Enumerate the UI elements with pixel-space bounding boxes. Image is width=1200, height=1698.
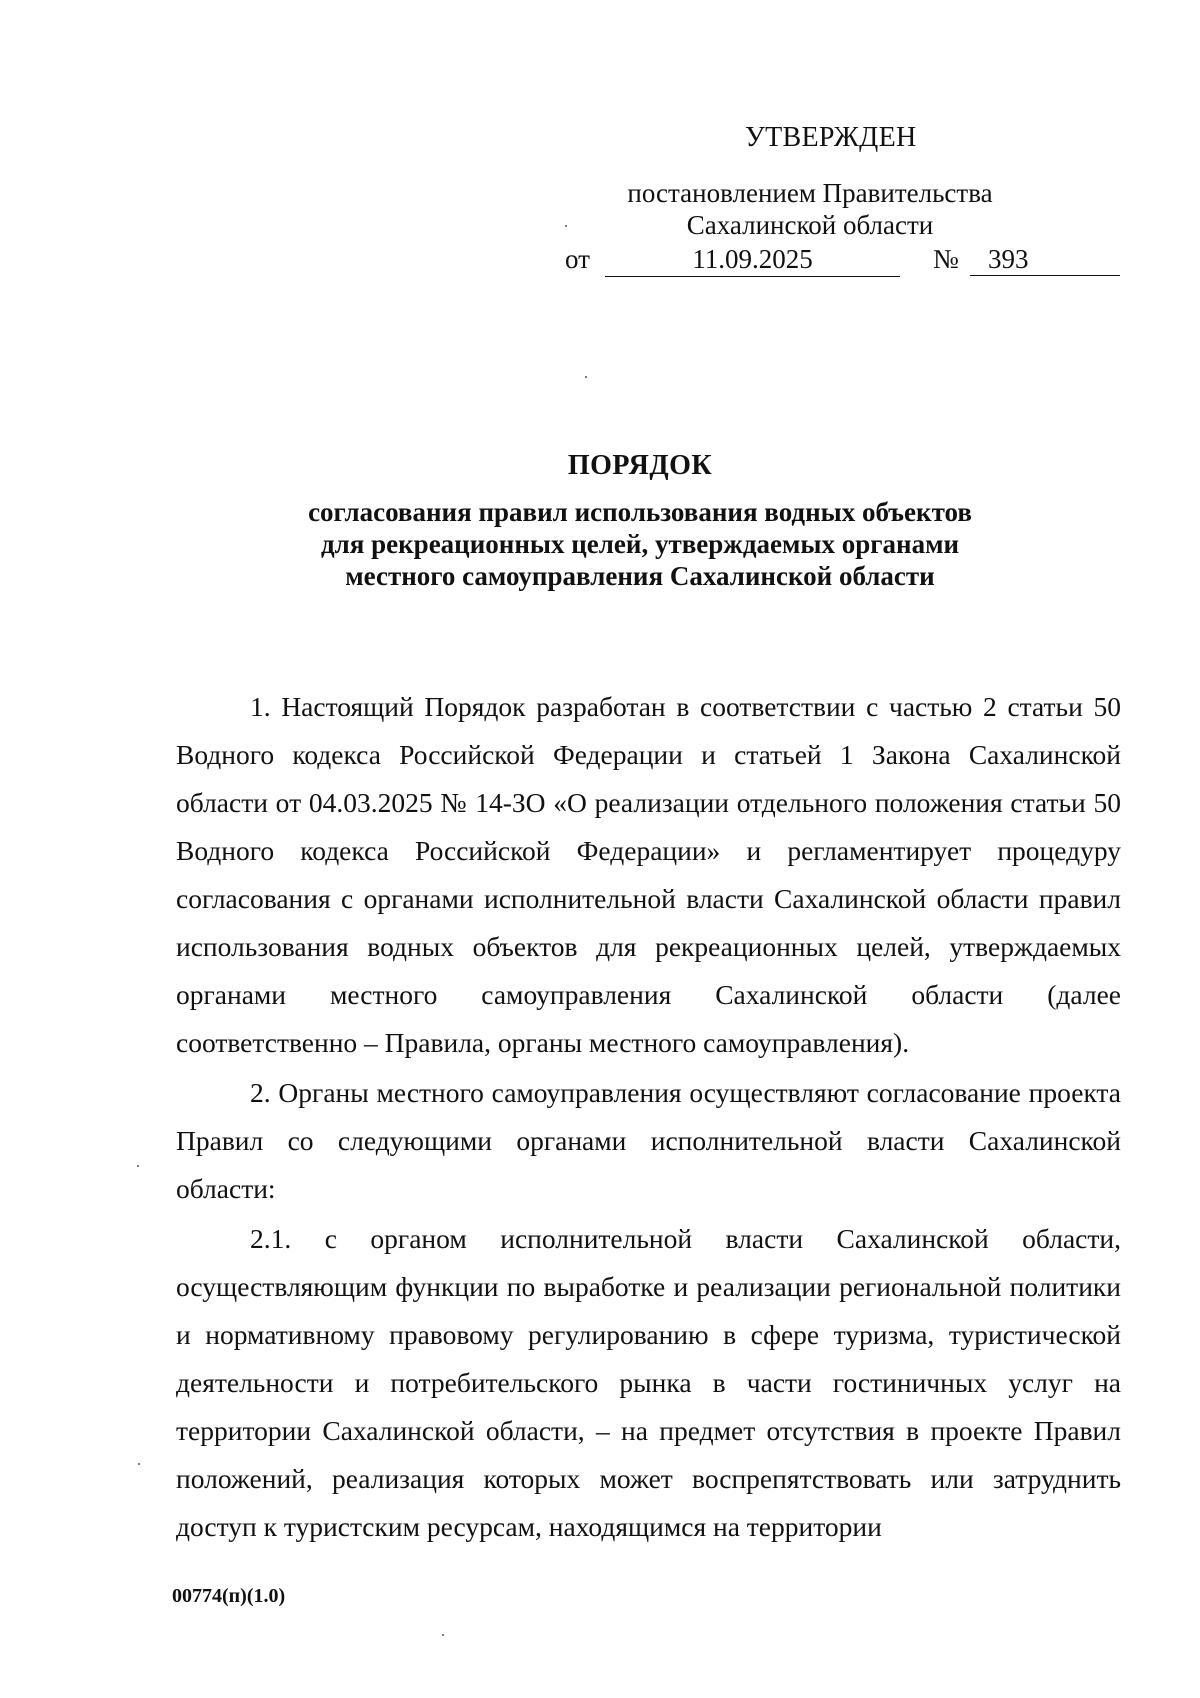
approval-line-1: постановлением Правительства: [627, 178, 993, 208]
approval-line-2: Сахалинской области: [686, 210, 934, 240]
document-code: 00774(п)(1.0): [172, 1585, 286, 1607]
scan-speck: [138, 1463, 140, 1465]
scan-speck: [585, 376, 587, 378]
document-subtitle: [200, 496, 1080, 592]
scan-speck: [137, 1165, 139, 1167]
date-prefix: от: [565, 244, 590, 274]
subtitle-line-1: согласования правил использования водных объектов: [308, 497, 972, 527]
approval-number: 393: [970, 244, 1120, 276]
number-sign: №: [933, 244, 959, 274]
document-title: ПОРЯДОК: [567, 450, 713, 481]
scan-speck: [565, 225, 567, 227]
paragraph-2-1: 2.1. с органом исполнительной власти Сахалинской области, осуществляющим функции по выработке и реализации региональной политики и нормативному правовому регулированию в сфере туризма, туристической деятельности и потребительского рынка в части гостиничных услуг на территории Сахалинской области, – на предмет отсутствия в проекте Правил положений, реализация которых может воспрепятствовать или затруднить доступ к туристским ресурсам, находящимся на территории: [176, 1223, 1121, 1542]
document-body: [176, 683, 1121, 1551]
scan-speck: [442, 1634, 444, 1636]
approval-date-row: [565, 244, 1120, 280]
subtitle-line-3: местного самоуправления Сахалинской области: [345, 561, 935, 591]
paragraph-2: 2. Органы местного самоуправления осуществляют согласование проекта Правил со следующими органами исполнительной власти Сахалинской области:: [176, 1077, 1121, 1204]
approval-date: 11.09.2025: [605, 244, 900, 277]
approval-title: УТВЕРЖДЕН: [745, 122, 917, 153]
subtitle-line-2: для рекреационных целей, утверждаемых органами: [320, 529, 960, 559]
paragraph-1: 1. Настоящий Порядок разработан в соответствии с частью 2 статьи 50 Водного кодекса Российской Федерации и статьей 1 Закона Сахалинской области от 04.03.2025 № 14-ЗО «О реализации отдельного положения статьи 50 Водного кодекса Российской Федерации» и регламентирует процедуру согласования с органами исполнительной власти Сахалинской области правил использования водных объектов для рекреационных целей, утверждаемых органами местного самоуправления Сахалинской области (далее соответственно – Правила, органы местного самоуправления).: [176, 691, 1121, 1058]
